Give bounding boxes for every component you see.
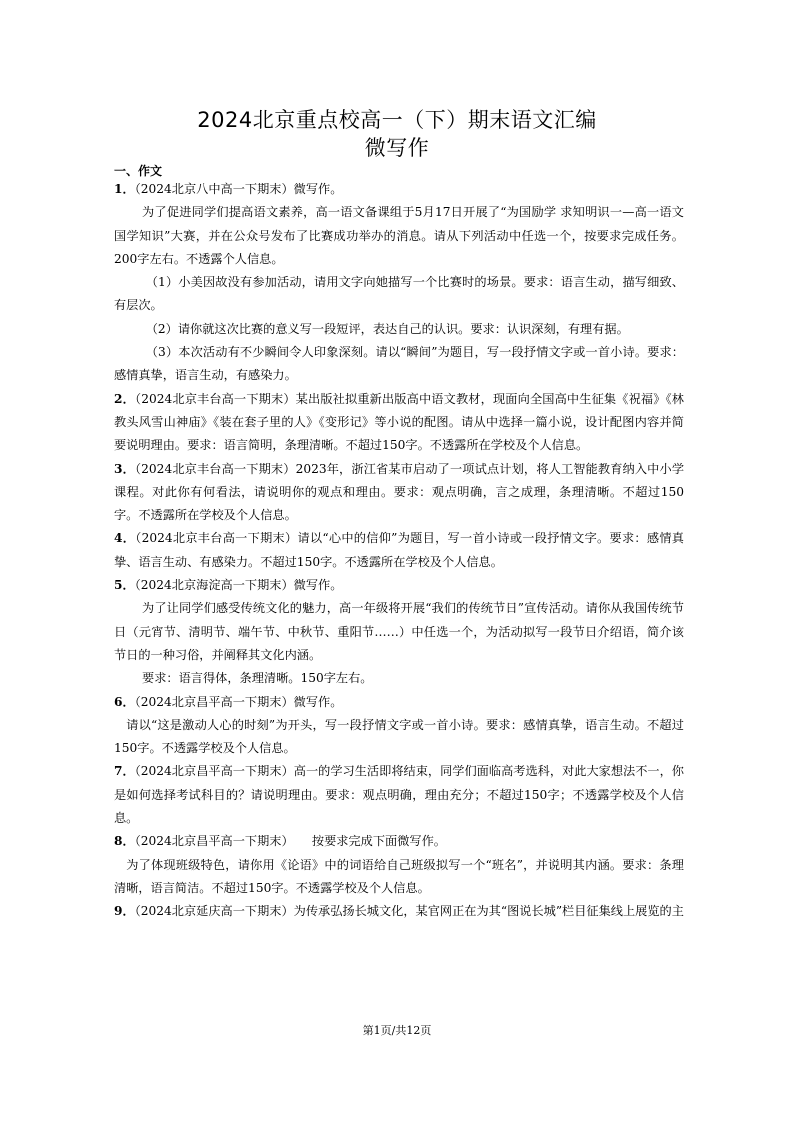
question-7-lead [114,760,684,830]
page-footer: 第1页/共12页 [362,1024,432,1037]
question-1-task-2: （2）请你就这次比赛的意义写一段短评，表达自己的认识。要求：认识深刻，有理有据。 [145,321,629,336]
question-text: （2024北京海淀高一下期末）微写作。 [134,578,343,593]
question-5-paragraph-1: 为了让同学们感受传统文化的魅力，高一年级将开展“我们的传统节日”宣传活动。请你从我国传统节日（元宵节、清明节、端午节、中秋节、重阳节……）中任选一个，为活动拟写一段节日介绍语，简介该节日的一种习俗，并阐释其文化内涵。 [114,601,684,662]
question-number: 8． [114,834,135,849]
question-text: （2024北京延庆高一下期末）为传承弘扬长城文化，某官网正在为其“图说长城”栏目征集线上展览的主 [134,904,684,919]
question-text: （2024北京八中高一下期末）微写作。 [134,182,343,196]
section-heading: 一、作文 [114,164,163,178]
question-5-lead [114,574,684,597]
question-8-lead [114,830,684,853]
question-1 [114,178,684,388]
question-text: （2024北京丰台高一下期末）2023年，浙江省某市启动了一项试点计划，将人工智能教育纳入中小学课程。对此你有何看法，请说明你的观点和理由。要求：观点明确，言之成理，条理清晰。不超过150字。不透露所在学校及个人信息。 [114,461,685,523]
question-4-lead [114,527,684,574]
question-number: 1． [114,182,135,196]
question-number: 2． [114,391,135,406]
question-6-paragraph-1: 请以“这是激动人心的时刻”为开头，写一段抒情文字或一首小诗。要求：感情真挚，语言生动。不超过150字。不透露学校及个人信息。 [114,717,684,756]
question-number: 9． [114,904,135,919]
question-6-lead [114,691,684,714]
question-6 [114,691,684,761]
document-subtitle: 微写作 [364,136,430,160]
question-5-paragraph-2: 要求：语言得体，条理清晰。150字左右。 [142,671,373,686]
question-9 [114,900,684,923]
question-1-task-1: （1）小美因故没有参加活动，请用文字向她描写一个比赛时的场景。要求：语言生动，描写细致、有层次。 [114,275,684,313]
question-1-lead [114,178,684,201]
question-2-lead [114,388,684,458]
question-7 [114,760,684,830]
question-5 [114,574,684,690]
document-body [114,164,684,924]
question-text: （2024北京丰台高一下期末）请以“心中的信仰”为题目，写一首小诗或一段抒情文字。要求：感情真挚、语言生动、有感染力。不超过150字。不透露所在学校及个人信息。 [114,531,684,569]
question-number: 3． [114,461,135,476]
question-3-lead [114,458,684,528]
question-1-task-3: （3）本次活动有不少瞬间令人印象深刻。请以“瞬间”为题目，写一段抒情文字或一首小诗。要求：感情真挚，语言生动，有感染力。 [114,345,684,383]
question-text: （2024北京昌平高一下期末） 按要求完成下面微写作。 [134,834,446,849]
question-number: 7． [114,764,135,779]
question-8-paragraph-1: 为了体现班级特色，请你用《论语》中的词语给自己班级拟写一个“班名”，并说明其内涵。要求：条理清晰，语言简洁。不超过150字。不透露学校及个人信息。 [114,857,684,895]
question-number: 6． [114,694,135,709]
question-8 [114,830,684,900]
question-4 [114,527,684,574]
document-title: 2024北京重点校高一（下）期末语文汇编 [197,108,597,132]
question-number: 5． [114,578,135,593]
question-text: （2024北京丰台高一下期末）某出版社拟重新出版高中语文教材，现面向全国高中生征集《祝福》《林教头风雪山神庙》《装在套子里的人》《变形记》等小说的配图。请从中选择一篇小说，设计配图内容并简要说明理由。要求：语言简明，条理清晰。不超过150字。不透露所在学校及个人信息。 [114,391,684,453]
question-3 [114,458,684,528]
question-number: 4． [114,531,136,546]
question-9-lead [114,900,684,923]
question-text: （2024北京昌平高一下期末）微写作。 [134,694,343,709]
question-1-paragraph-1: 为了促进同学们提高语文素养，高一语文备课组于5月17日开展了“为国励学 求知明识一—高一语文国学知识”大赛，并在公众号发布了比赛成功举办的消息。请从下列活动中任选一个，按要求完成任务。200字左右。不透露个人信息。 [114,205,684,266]
question-text: （2024北京昌平高一下期末）高一的学习生活即将结束，同学们面临高考选科，对此大家想法不一，你是如何选择考试科目的？请说明理由。要求：观点明确，理由充分；不超过150字；不透露学校及个人信息。 [114,764,684,826]
question-2 [114,388,684,458]
